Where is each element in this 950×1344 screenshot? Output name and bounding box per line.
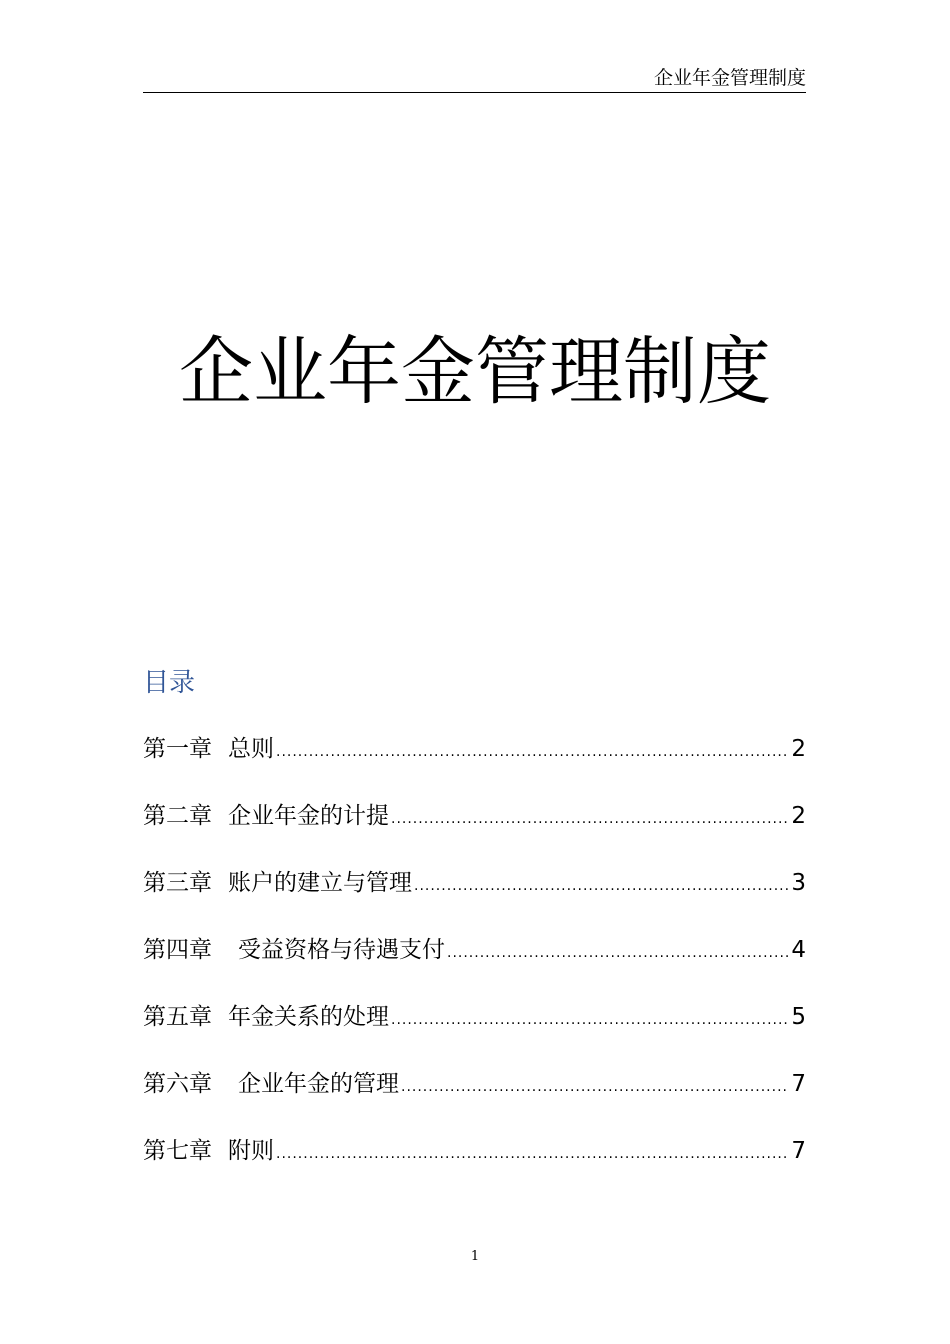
toc-chapter-title: 企业年金的计提 — [228, 803, 389, 829]
toc-entry-7[interactable] — [143, 1135, 806, 1202]
toc-entry-3[interactable] — [143, 867, 806, 934]
toc-entry-6[interactable] — [143, 1068, 806, 1135]
toc-dot-leader — [414, 870, 789, 902]
toc-chapter-number: 第三章 — [143, 870, 212, 896]
running-title: 企业年金管理制度 — [653, 67, 806, 89]
page-header — [143, 64, 806, 93]
toc-page-number: 5 — [791, 1004, 806, 1030]
toc-page-number: 7 — [791, 1071, 806, 1097]
toc-page-number: 4 — [791, 937, 806, 963]
toc-dot-leader — [401, 1071, 789, 1103]
toc-chapter-number: 第四章 — [143, 937, 212, 963]
toc-chapter-title: 企业年金的管理 — [238, 1071, 399, 1097]
toc-chapter-number: 第五章 — [143, 1004, 212, 1030]
document-title: 企业年金管理制度 — [179, 329, 771, 415]
toc-entry-5[interactable] — [143, 1001, 806, 1068]
toc-chapter-number: 第七章 — [143, 1138, 212, 1164]
toc-chapter-title: 年金关系的处理 — [228, 1004, 389, 1030]
toc-entry-2[interactable] — [143, 800, 806, 867]
toc-dot-leader — [391, 803, 789, 835]
toc-dot-leader — [391, 1004, 789, 1036]
toc-dot-leader — [276, 736, 789, 768]
toc-entry-1[interactable] — [143, 733, 806, 800]
toc-chapter-title: 受益资格与待遇支付 — [238, 937, 445, 963]
toc-chapter-number: 第六章 — [143, 1071, 212, 1097]
toc-chapter-number: 第一章 — [143, 736, 212, 762]
toc-chapter-title: 总则 — [228, 736, 274, 762]
toc-dot-leader — [447, 937, 789, 969]
toc-page-number: 7 — [791, 1138, 806, 1164]
toc-page-number: 2 — [791, 803, 806, 829]
toc-chapter-title: 附则 — [228, 1138, 274, 1164]
table-of-contents — [143, 733, 806, 1202]
toc-page-number: 3 — [791, 870, 806, 896]
toc-chapter-title: 账户的建立与管理 — [228, 870, 412, 896]
toc-heading: 目录 — [143, 668, 196, 698]
toc-chapter-number: 第二章 — [143, 803, 212, 829]
toc-page-number: 2 — [791, 736, 806, 762]
page-number: 1 — [470, 1249, 480, 1264]
toc-entry-4[interactable] — [143, 934, 806, 1001]
toc-dot-leader — [276, 1138, 789, 1170]
